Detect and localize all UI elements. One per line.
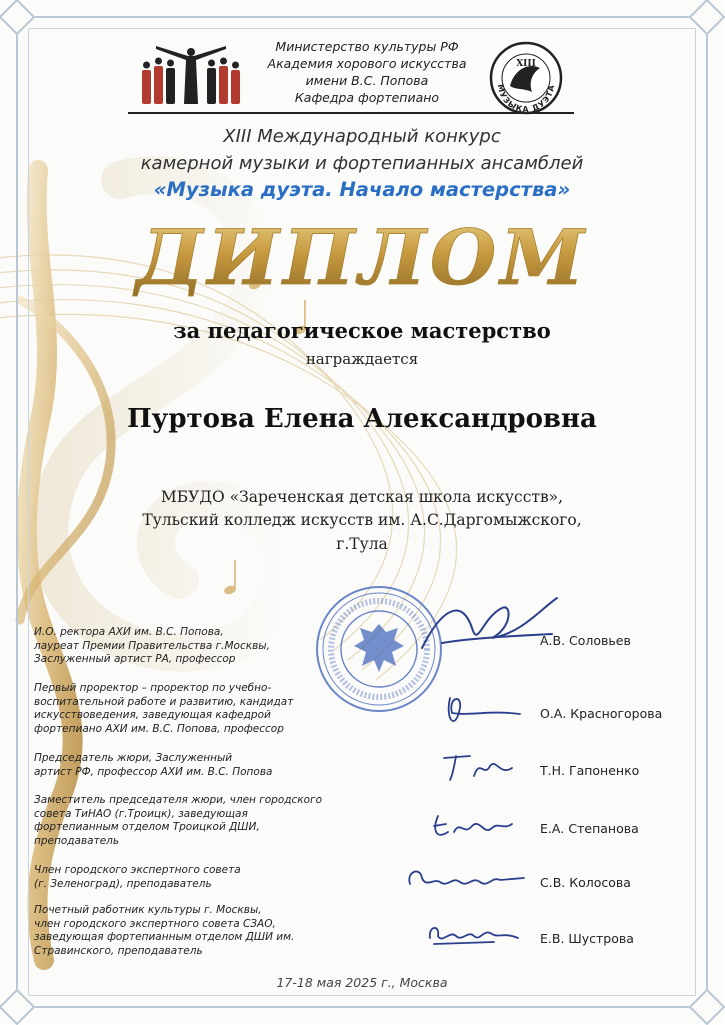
signatory-name: Е.В. Шустрова <box>540 931 634 946</box>
signatory-name: Е.А. Степанова <box>540 821 639 836</box>
signatory-title <box>34 682 354 736</box>
signatory-title-line: фортепиано АХИ им. В.С. Попова, профессор <box>34 722 284 735</box>
diploma-title <box>135 212 589 302</box>
org-line: Министерство культуры РФ <box>275 39 459 54</box>
signatory-title-line: преподаватель <box>34 834 120 847</box>
signatory-title-line: член городского экспертного совета СЗАО, <box>34 917 276 930</box>
signatory-title-line: И.О. ректора АХИ им. В.С. Попова, <box>34 626 224 638</box>
logo-roman-numeral: XIII <box>516 59 536 69</box>
diploma-title-text: ДИПЛОМ <box>135 213 589 302</box>
signatory-title-line: Член городского экспертного совета <box>34 864 241 876</box>
awarded-label: награждается <box>305 350 419 368</box>
organization-block <box>236 38 498 106</box>
signatory-title-line: (г. Зеленоград), преподаватель <box>34 877 212 890</box>
signature-mark <box>400 858 530 898</box>
header-divider <box>128 112 574 114</box>
org-line: имени В.С. Попова <box>305 73 429 88</box>
contest-name: «Музыка дуэта. Начало мастерства» <box>153 178 571 201</box>
signatory-title <box>34 794 354 848</box>
signatory-name: А.В. Соловьев <box>540 633 631 648</box>
signatory-title-line: Председатель жюри, Заслуженный <box>34 752 233 764</box>
signatory-title-line: воспитательной работе и развитию, кандидат <box>34 695 294 708</box>
institution-line: Тульский колледж искусств им. А.С.Даргомыжского, <box>142 511 582 529</box>
org-line: Академия хорового искусства <box>267 56 467 71</box>
org-line: Кафедра фортепиано <box>294 90 440 105</box>
signatory-title <box>34 904 354 958</box>
signatory-title <box>34 864 354 891</box>
signatory-title <box>34 626 354 667</box>
signature-mark <box>424 916 524 952</box>
signature-mark <box>412 588 562 668</box>
signatory-title-line: фортепианным отделом Троицкой ДШИ, <box>34 821 260 833</box>
date-place: 17-18 мая 2025 г., Москва <box>276 975 448 990</box>
signatory-name: О.А. Красногорова <box>540 706 663 721</box>
choir-academy-logo <box>136 40 246 112</box>
logo-ring-text: МУЗЫКА ДУЭТА <box>495 83 557 115</box>
signature-mark <box>428 806 518 846</box>
signatory-title-line: артист РФ, профессор АХИ им. В.С. Попова <box>34 765 273 778</box>
signatory-title-line: Заслуженный артист РА, профессор <box>34 653 236 665</box>
signatory-title-line: Первый проректор – проректор по учебно- <box>34 682 272 694</box>
institution-line: МБУДО «Зареченская детская школа искусств», <box>160 488 564 506</box>
contest-line-1: XIII Международный конкурс <box>223 126 501 147</box>
signature-mark <box>440 748 520 784</box>
nomination: за педагогическое мастерство <box>173 318 551 343</box>
signature-mark <box>440 688 530 738</box>
contest-line-2: камерной музыки и фортепианных ансамблей <box>140 153 584 174</box>
signatory-name: С.В. Колосова <box>540 875 631 890</box>
institution-city: г.Тула <box>336 535 388 553</box>
signatory-title <box>34 752 354 779</box>
signatory-title-line: Заместитель председателя жюри, член городского <box>34 794 323 806</box>
recipient-name: Пуртова Елена Александровна <box>127 404 597 434</box>
signatory-title-line: лауреат Премии Правительства г.Москвы, <box>34 639 270 652</box>
signatory-title-line: Стравинского, преподаватель <box>34 944 203 957</box>
signatory-title-line: совета ТиНАО (г.Троицк), заведующая <box>34 807 248 820</box>
signatory-title-line: заведующая фортепианным отделом ДШИ им. <box>34 931 295 943</box>
music-duet-round-logo <box>488 40 564 116</box>
signatory-name: Т.Н. Гапоненко <box>540 763 640 778</box>
signatory-title-line: искусствоведения, заведующая кафедрой <box>34 709 271 721</box>
signatory-title-line: Почетный работник культуры г. Москвы, <box>34 904 262 916</box>
